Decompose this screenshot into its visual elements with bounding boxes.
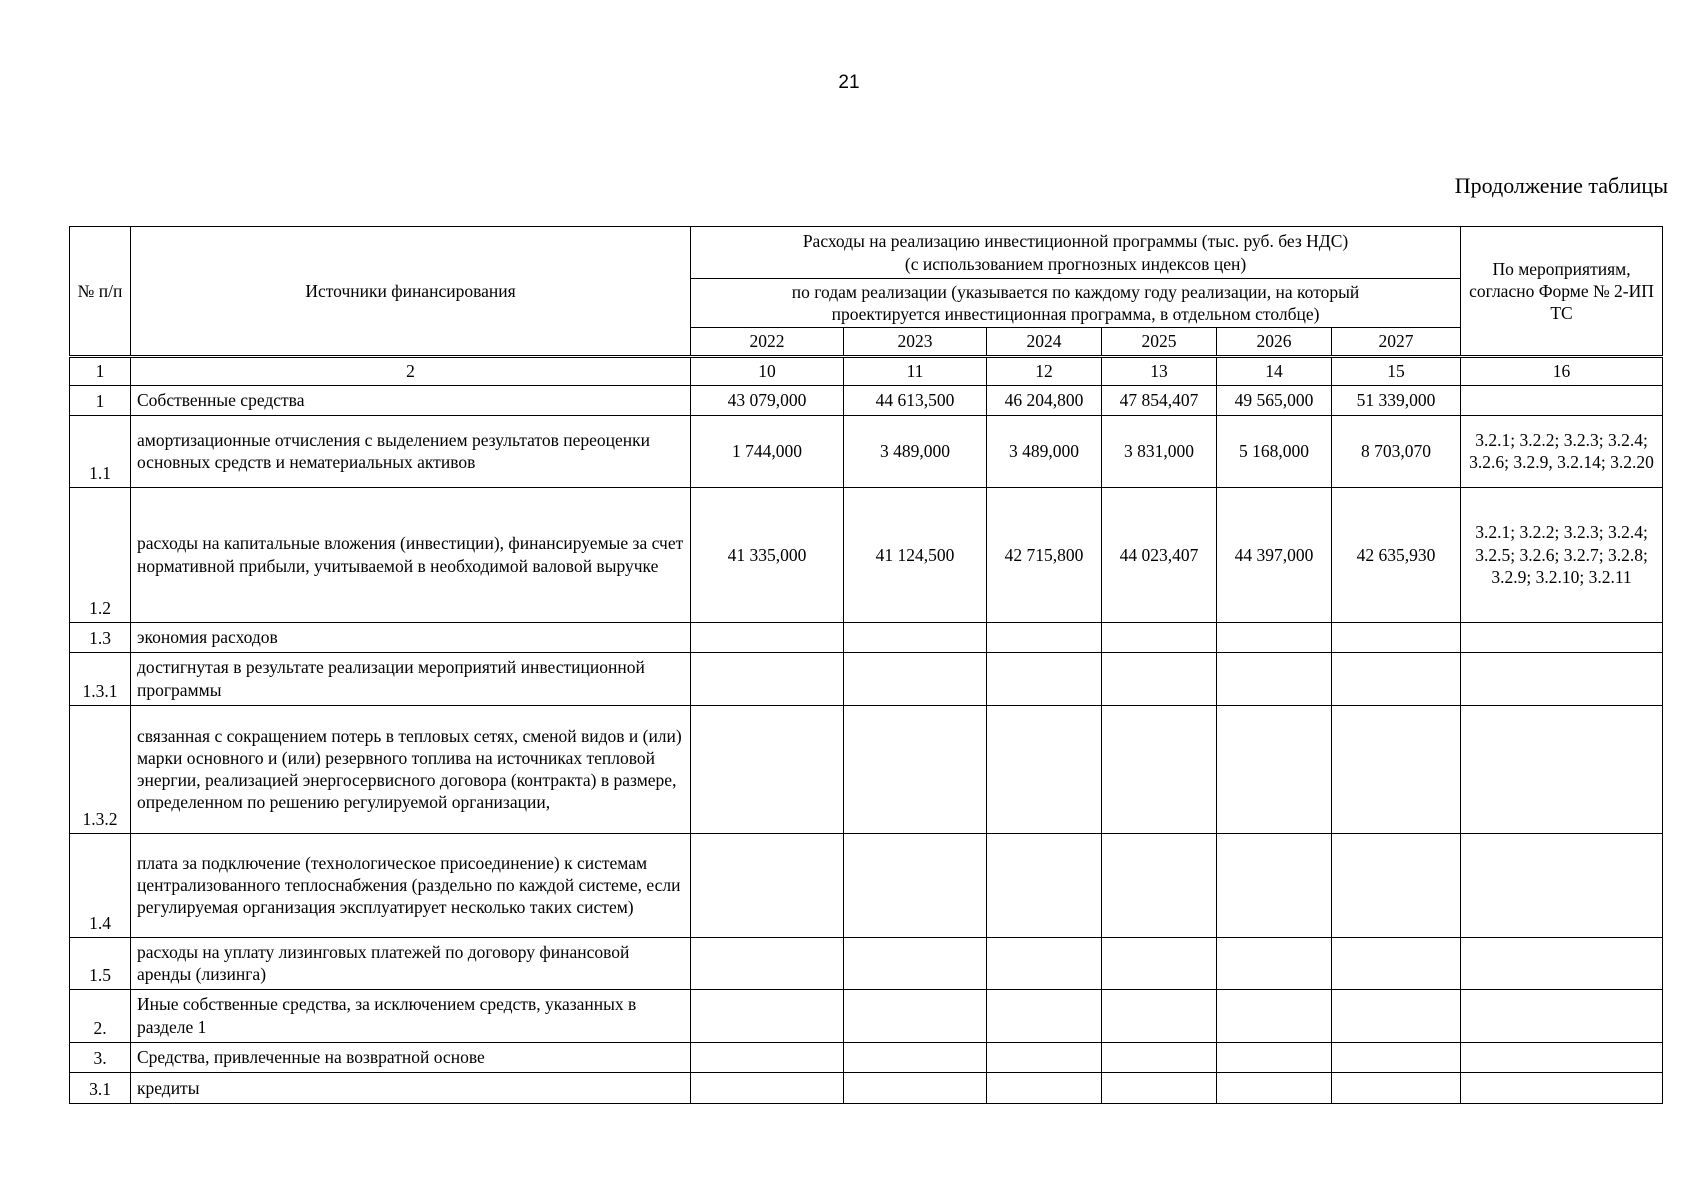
row-value: [691, 989, 844, 1042]
row-value: [691, 1072, 844, 1103]
row-value: [1332, 833, 1461, 937]
row-value: [1332, 1042, 1461, 1072]
row-value: [844, 705, 987, 833]
col-number: 13: [1102, 356, 1217, 385]
year-header: 2022: [691, 328, 844, 356]
row-value: [691, 705, 844, 833]
row-value: [987, 833, 1102, 937]
row-value: [1102, 833, 1217, 937]
header-no: № п/п: [70, 227, 131, 357]
row-measures-ref: 3.2.1; 3.2.2; 3.2.3; 3.2.4; 3.2.5; 3.2.6; 3.2.7; 3.2.8; 3.2.9; 3.2.10; 3.2.11: [1461, 487, 1663, 622]
page-number: 21: [838, 72, 860, 93]
row-value: [987, 989, 1102, 1042]
row-source: Средства, привлеченные на возвратной основе: [131, 1042, 691, 1072]
row-value: [1217, 833, 1332, 937]
financing-table: [69, 226, 1663, 1104]
table-row: [70, 1042, 1663, 1072]
row-value: [1217, 622, 1332, 652]
row-number: 1.1: [70, 415, 131, 487]
col-number: 1: [70, 356, 131, 385]
row-value: 3 831,000: [1102, 415, 1217, 487]
row-value: [691, 622, 844, 652]
row-value: 51 339,000: [1332, 385, 1461, 415]
row-number: 1.3: [70, 622, 131, 652]
row-value: [1332, 989, 1461, 1042]
row-number: 1.3.2: [70, 705, 131, 833]
row-value: [1102, 1042, 1217, 1072]
row-value: 46 204,800: [987, 385, 1102, 415]
row-value: [1102, 622, 1217, 652]
row-measures-ref: [1461, 705, 1663, 833]
col-number: 10: [691, 356, 844, 385]
row-value: [844, 652, 987, 705]
year-header: 2024: [987, 328, 1102, 356]
row-value: [844, 937, 987, 989]
row-value: [987, 622, 1102, 652]
header-by-years-line2: проектируется инвестиционная программа, в отдельном столбце): [831, 304, 1320, 325]
table-row: [70, 1072, 1663, 1103]
row-value: 42 635,930: [1332, 487, 1461, 622]
row-number: 1.5: [70, 937, 131, 989]
row-number: 1.4: [70, 833, 131, 937]
row-measures-ref: [1461, 652, 1663, 705]
col-number: 15: [1332, 356, 1461, 385]
table-row: [70, 622, 1663, 652]
row-number: 1.3.1: [70, 652, 131, 705]
row-source: плата за подключение (технологическое присоединение) к системам централизованного теплоснабжения (раздельно по каждой системе, если регулируемая организация эксплуатирует несколько таких систем): [131, 833, 691, 937]
table-row: [70, 487, 1663, 622]
row-value: [1217, 989, 1332, 1042]
row-source: кредиты: [131, 1072, 691, 1103]
row-value: 44 023,407: [1102, 487, 1217, 622]
row-value: [1217, 937, 1332, 989]
row-value: 3 489,000: [987, 415, 1102, 487]
row-value: [1217, 652, 1332, 705]
col-number: 14: [1217, 356, 1332, 385]
row-value: 3 489,000: [844, 415, 987, 487]
table-row: [70, 652, 1663, 705]
row-number: 3.1: [70, 1072, 131, 1103]
row-value: [1102, 937, 1217, 989]
header-expenses: [691, 227, 1461, 279]
col-number: 16: [1461, 356, 1663, 385]
row-value: [1217, 705, 1332, 833]
row-value: [1102, 989, 1217, 1042]
row-measures-ref: [1461, 385, 1663, 415]
row-measures-ref: [1461, 1042, 1663, 1072]
row-measures-ref: [1461, 1072, 1663, 1103]
row-value: 1 744,000: [691, 415, 844, 487]
row-value: [987, 1072, 1102, 1103]
table-row: [70, 415, 1663, 487]
row-value: [1332, 705, 1461, 833]
row-value: [1332, 652, 1461, 705]
row-source: расходы на уплату лизинговых платежей по договору финансовой аренды (лизинга): [131, 937, 691, 989]
table-continuation-label: Продолжение таблицы: [1454, 173, 1668, 198]
row-measures-ref: [1461, 989, 1663, 1042]
row-measures-ref: [1461, 833, 1663, 937]
row-measures-ref: 3.2.1; 3.2.2; 3.2.3; 3.2.4; 3.2.6; 3.2.9, 3.2.14; 3.2.20: [1461, 415, 1663, 487]
row-source: амортизационные отчисления с выделением результатов переоценки основных средств и нематериальных активов: [131, 415, 691, 487]
row-value: [1332, 937, 1461, 989]
row-source: Собственные средства: [131, 385, 691, 415]
row-value: 44 613,500: [844, 385, 987, 415]
row-value: [1102, 1072, 1217, 1103]
row-value: [1217, 1072, 1332, 1103]
header-measures: По мероприятиям, согласно Форме № 2-ИП ТС: [1461, 227, 1663, 357]
row-value: 49 565,000: [1217, 385, 1332, 415]
col-number: 2: [131, 356, 691, 385]
row-value: [844, 989, 987, 1042]
row-value: [987, 1042, 1102, 1072]
row-value: [691, 937, 844, 989]
col-number: 11: [844, 356, 987, 385]
row-value: [844, 833, 987, 937]
row-value: [844, 1072, 987, 1103]
row-value: 44 397,000: [1217, 487, 1332, 622]
row-value: [1217, 1042, 1332, 1072]
table-row: [70, 705, 1663, 833]
row-value: [1102, 652, 1217, 705]
row-value: 42 715,800: [987, 487, 1102, 622]
table-row: [70, 833, 1663, 937]
row-value: 47 854,407: [1102, 385, 1217, 415]
row-measures-ref: [1461, 937, 1663, 989]
table-row: [70, 937, 1663, 989]
column-number-row: [70, 356, 1663, 385]
header-expenses-line2: (с использованием прогнозных индексов цен): [904, 253, 1247, 274]
row-source: связанная с сокращением потерь в тепловых сетях, сменой видов и (или) марки основного и (или) резервного топлива на источниках тепловой энергии, реализацией энергосервисного договора (контракта) в размере, определенном по решению регулируемой организации,: [131, 705, 691, 833]
row-value: 5 168,000: [1217, 415, 1332, 487]
row-source: достигнутая в результате реализации мероприятий инвестиционной программы: [131, 652, 691, 705]
header-sources: Источники финансирования: [131, 227, 691, 357]
row-value: [844, 622, 987, 652]
col-number: 12: [987, 356, 1102, 385]
row-value: [987, 652, 1102, 705]
header-by-years: [691, 279, 1461, 328]
row-value: [691, 652, 844, 705]
row-value: [1102, 705, 1217, 833]
row-number: 2.: [70, 989, 131, 1042]
row-value: [987, 705, 1102, 833]
row-source: расходы на капитальные вложения (инвестиции), финансируемые за счет нормативной прибыли, учитываемой в необходимой валовой выручке: [131, 487, 691, 622]
year-header: 2027: [1332, 328, 1461, 356]
row-value: [691, 833, 844, 937]
row-value: [844, 1042, 987, 1072]
row-source: экономия расходов: [131, 622, 691, 652]
row-value: 41 124,500: [844, 487, 987, 622]
row-value: 41 335,000: [691, 487, 844, 622]
row-measures-ref: [1461, 622, 1663, 652]
row-value: 43 079,000: [691, 385, 844, 415]
row-value: [1332, 622, 1461, 652]
table-row: [70, 989, 1663, 1042]
row-value: 8 703,070: [1332, 415, 1461, 487]
row-number: 1: [70, 385, 131, 415]
row-number: 3.: [70, 1042, 131, 1072]
row-number: 1.2: [70, 487, 131, 622]
table-row: [70, 385, 1663, 415]
row-value: [691, 1042, 844, 1072]
year-header: 2023: [844, 328, 987, 356]
row-source: Иные собственные средства, за исключением средств, указанных в разделе 1: [131, 989, 691, 1042]
header-by-years-line1: по годам реализации (указывается по каждому году реализации, на который: [791, 282, 1360, 302]
row-value: [1332, 1072, 1461, 1103]
year-header: 2026: [1217, 328, 1332, 356]
header-expenses-line1: Расходы на реализацию инвестиционной программы (тыс. руб. без НДС): [802, 231, 1349, 252]
row-value: [987, 937, 1102, 989]
year-header: 2025: [1102, 328, 1217, 356]
